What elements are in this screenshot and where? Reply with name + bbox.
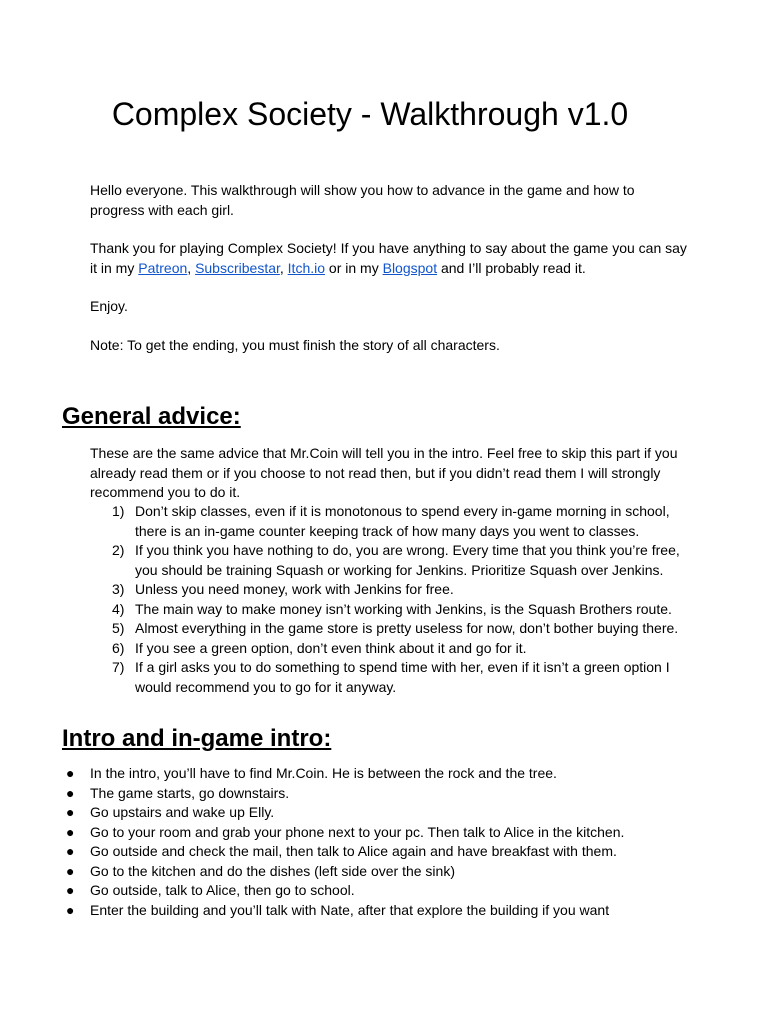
general-advice-intro: These are the same advice that Mr.Coin will tell you in the intro. Feel free to skip this part if you already read them or if you choose to not read then, but if you didn’t read them I will strongly recommend you to do it. <box>90 445 678 500</box>
list-item <box>90 639 690 659</box>
item-number: 7) <box>112 659 125 675</box>
separator: or in my <box>325 259 383 276</box>
item-number: 3) <box>112 581 125 597</box>
list-item <box>62 784 702 804</box>
patreon-link[interactable]: Patreon <box>138 259 188 276</box>
list-item <box>62 901 702 921</box>
item-number: 4) <box>112 600 125 617</box>
general-advice-list <box>90 502 690 697</box>
list-item <box>62 881 702 901</box>
intro-steps-list <box>62 764 702 920</box>
thanks-text: Thank you for playing Complex Society! If you have anything to say about the game you can say it in my <box>90 240 687 276</box>
intro-paragraph-thanks <box>90 239 690 278</box>
separator: , <box>279 259 288 276</box>
list-item <box>90 502 690 541</box>
item-text: Almost everything in the game store is pretty useless for now, don’t bother buying there. <box>135 620 679 636</box>
bullet-icon: ● <box>66 804 75 820</box>
bullet-icon: ● <box>66 823 75 840</box>
separator: , <box>187 259 196 276</box>
bullet-icon: ● <box>66 882 75 898</box>
blogspot-link[interactable]: Blogspot <box>382 259 438 276</box>
item-text: Go to your room and grab your phone next to your pc. Then talk to Alice in the kitchen. <box>90 823 625 840</box>
item-text: If a girl asks you to do something to spend time with her, even if it isn’t a green option I would recommend you to go for it anyway. <box>135 659 670 695</box>
item-text: If you think you have nothing to do, you are wrong. Every time that you think you’re free, you should be training Squash or working for Jenkins. Prioritize Squash over Jenkins. <box>135 542 680 578</box>
intro-paragraph-enjoy: Enjoy. <box>90 298 128 314</box>
list-item <box>90 658 690 697</box>
bullet-icon: ● <box>66 784 75 801</box>
general-advice-heading: General advice: <box>62 403 241 430</box>
list-item <box>90 600 690 620</box>
list-item <box>62 823 702 843</box>
bullet-icon: ● <box>66 901 75 918</box>
intro-paragraph-note: Note: To get the ending, you must finish the story of all characters. <box>90 337 500 353</box>
list-item <box>90 619 690 639</box>
item-text: If you see a green option, don’t even think about it and go for it. <box>135 639 527 656</box>
list-item <box>62 842 702 862</box>
item-text: Unless you need money, work with Jenkins for free. <box>135 581 454 597</box>
item-number: 1) <box>112 503 125 519</box>
list-item <box>90 541 690 580</box>
itchio-link[interactable]: Itch.io <box>287 259 326 276</box>
item-number: 5) <box>112 620 125 636</box>
bullet-icon: ● <box>66 862 75 879</box>
item-text: Go outside, talk to Alice, then go to school. <box>90 882 355 898</box>
item-text: The main way to make money isn’t working with Jenkins, is the Squash Brothers route. <box>135 600 672 617</box>
item-text: Enter the building and you’ll talk with Nate, after that explore the building if you want <box>90 901 610 918</box>
item-number: 6) <box>112 639 125 656</box>
item-text: The game starts, go downstairs. <box>90 784 290 801</box>
item-text: Go upstairs and wake up Elly. <box>90 804 275 820</box>
list-item <box>62 764 702 784</box>
list-item <box>90 580 690 600</box>
document-title: Complex Society - Walkthrough v1.0 <box>111 96 629 132</box>
list-item <box>62 862 702 882</box>
intro-paragraph-hello: Hello everyone. This walkthrough will show you how to advance in the game and how to progress with each girl. <box>90 182 635 218</box>
item-text: Go outside and check the mail, then talk to Alice again and have breakfast with them. <box>90 843 617 859</box>
intro-section-heading: Intro and in-game intro: <box>62 725 332 752</box>
item-number: 2) <box>112 542 125 558</box>
subscribestar-link[interactable]: Subscribestar <box>195 259 280 276</box>
bullet-icon: ● <box>66 765 75 781</box>
item-text: Go to the kitchen and do the dishes (left side over the sink) <box>90 862 455 879</box>
item-text: In the intro, you’ll have to find Mr.Coin. He is between the rock and the tree. <box>90 765 557 781</box>
list-item <box>62 803 702 823</box>
thanks-text-end: and I’ll probably read it. <box>437 259 586 276</box>
item-text: Don’t skip classes, even if it is monotonous to spend every in-game morning in school, there is an in-game counter keeping track of how many days you went to classes. <box>135 503 670 539</box>
bullet-icon: ● <box>66 843 75 859</box>
